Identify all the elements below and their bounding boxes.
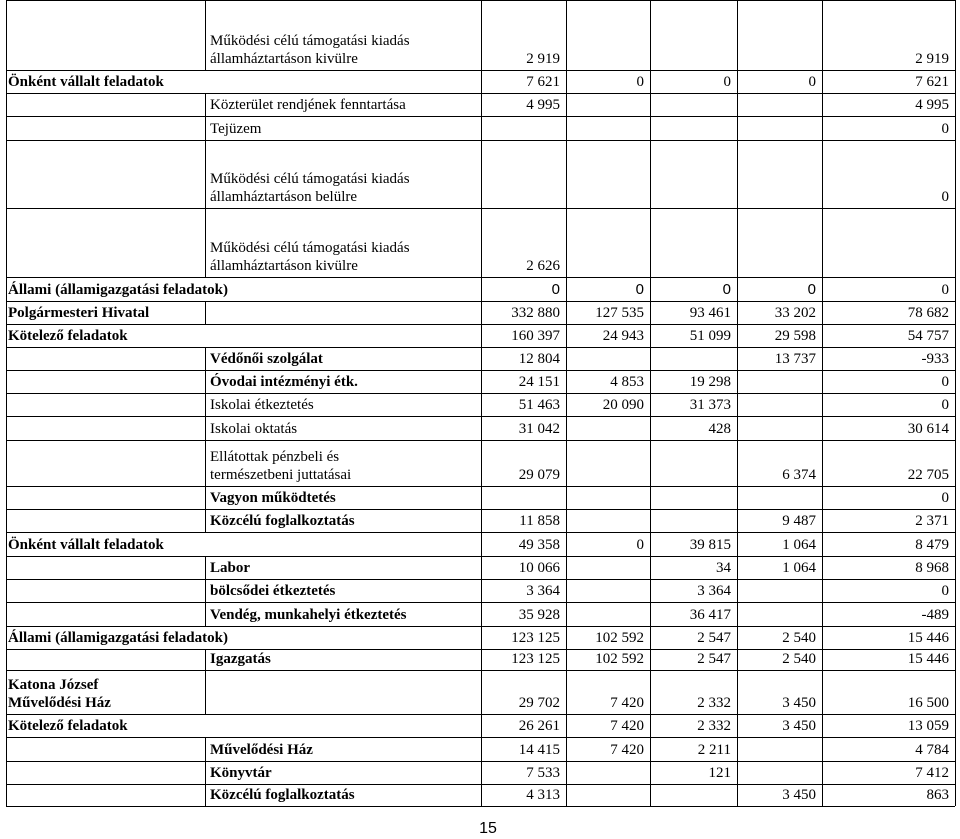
column-rule: [6, 509, 7, 532]
column-rule: [955, 0, 956, 70]
row-rule: [6, 806, 955, 807]
value-cell-col5: 0: [941, 189, 949, 205]
value-cell-col3: 34: [716, 560, 731, 576]
value-cell-col4: 3 450: [782, 787, 816, 803]
row-item-label: Labor: [210, 560, 251, 576]
column-rule: [566, 602, 567, 626]
value-cell-col4: 0: [808, 74, 816, 90]
value-cell-col5: 15 446: [907, 630, 949, 646]
value-cell-col5: 0: [941, 121, 949, 137]
value-cell-col4: 1 064: [782, 537, 816, 553]
column-rule: [6, 532, 7, 556]
column-rule: [955, 714, 956, 737]
column-rule: [955, 70, 956, 93]
value-cell-col1: 160 397: [511, 328, 560, 344]
value-cell-col2: 7 420: [610, 742, 644, 758]
column-rule: [822, 208, 823, 277]
value-cell-col2: 4 853: [610, 374, 644, 390]
column-rule: [205, 416, 206, 440]
value-cell-col3: 2 332: [697, 695, 731, 711]
column-rule: [737, 0, 738, 70]
row-category-label: Polgármesteri Hivatal: [8, 305, 150, 321]
column-rule: [737, 486, 738, 509]
column-rule: [737, 208, 738, 277]
column-rule: [481, 140, 482, 208]
column-rule: [6, 0, 7, 70]
value-cell-col5: 0: [941, 374, 949, 390]
column-rule: [737, 737, 738, 761]
column-rule: [955, 649, 956, 670]
row-item-label: Közterület rendjének fenntartása: [210, 97, 406, 113]
column-rule: [6, 324, 7, 347]
value-cell-col2: 24 943: [602, 328, 644, 344]
column-rule: [6, 301, 7, 324]
column-rule: [205, 93, 206, 116]
column-rule: [566, 761, 567, 784]
column-rule: [566, 116, 567, 140]
row-category-label: Állami (államigazgatási feladatok): [8, 282, 228, 298]
column-rule: [205, 649, 206, 670]
row-category-label: Kötelező feladatok: [8, 328, 128, 344]
value-cell-col3: 3 364: [697, 583, 731, 599]
value-cell-col5: 13 059: [907, 718, 949, 734]
value-cell-col1: 24 151: [518, 374, 560, 390]
value-cell-col5: 0: [941, 490, 949, 506]
value-cell-col1: 26 261: [518, 718, 560, 734]
column-rule: [955, 370, 956, 393]
value-cell-col1: 4 313: [526, 787, 560, 803]
column-rule: [6, 556, 7, 579]
row-item-label: Működési célú támogatási kiadás államháztartáson kivülre: [210, 240, 410, 274]
value-cell-col2: 0: [636, 74, 644, 90]
column-rule: [205, 347, 206, 370]
column-rule: [6, 208, 7, 277]
value-cell-col4: 13 737: [774, 351, 816, 367]
value-cell-col5: 16 500: [907, 695, 949, 711]
row-item-label: Vagyon működtetés: [210, 490, 336, 506]
column-rule: [566, 93, 567, 116]
column-rule: [566, 486, 567, 509]
row-category-label: Kötelező feladatok: [8, 718, 128, 734]
value-cell-col1: 7 533: [526, 765, 560, 781]
column-rule: [566, 347, 567, 370]
value-cell-col2: 102 592: [595, 651, 644, 667]
column-rule: [6, 347, 7, 370]
value-cell-col5: 8 479: [915, 537, 949, 553]
column-rule: [6, 370, 7, 393]
page-number: 15: [479, 820, 497, 837]
column-rule: [6, 626, 7, 649]
row-item-label: Ellátottak pénzbeli és természetbeni juttatásai: [210, 449, 352, 483]
column-rule: [650, 140, 651, 208]
value-cell-col5: 8 968: [915, 560, 949, 576]
value-cell-col5: 2 919: [915, 51, 949, 67]
value-cell-col3: 0: [722, 281, 731, 298]
value-cell-col2: 0: [636, 537, 644, 553]
column-rule: [566, 140, 567, 208]
column-rule: [205, 0, 206, 70]
column-rule: [955, 277, 956, 301]
column-rule: [955, 324, 956, 347]
column-rule: [6, 784, 7, 806]
column-rule: [205, 761, 206, 784]
value-cell-col5: -933: [921, 351, 949, 367]
value-cell-col1: 2 919: [526, 51, 560, 67]
column-rule: [566, 0, 567, 70]
column-rule: [566, 208, 567, 277]
value-cell-col5: 0: [941, 282, 949, 298]
value-cell-col3: 51 099: [689, 328, 731, 344]
value-cell-col1: 2 626: [526, 258, 560, 274]
column-rule: [955, 532, 956, 556]
column-rule: [566, 509, 567, 532]
value-cell-col4: 2 540: [782, 630, 816, 646]
column-rule: [955, 347, 956, 370]
row-item-label: Közcélú foglalkoztatás: [210, 513, 355, 529]
column-rule: [955, 579, 956, 602]
column-rule: [6, 440, 7, 486]
value-cell-col5: 4 995: [915, 97, 949, 113]
column-rule: [205, 579, 206, 602]
row-item-label: Működési célú támogatási kiadás államháztartáson kivülre: [210, 33, 410, 67]
column-rule: [566, 784, 567, 806]
column-rule: [205, 370, 206, 393]
column-rule: [6, 140, 7, 208]
column-rule: [205, 509, 206, 532]
value-cell-col1: 3 364: [526, 583, 560, 599]
value-cell-col3: 31 373: [689, 397, 731, 413]
row-item-label: Óvodai intézményi étk.: [210, 374, 358, 390]
value-cell-col1: 4 995: [526, 97, 560, 113]
column-rule: [205, 556, 206, 579]
column-rule: [955, 602, 956, 626]
column-rule: [650, 486, 651, 509]
value-cell-col5: 54 757: [907, 328, 949, 344]
column-rule: [737, 393, 738, 416]
column-rule: [737, 116, 738, 140]
value-cell-col1: 31 042: [518, 421, 560, 437]
column-rule: [6, 602, 7, 626]
column-rule: [6, 416, 7, 440]
value-cell-col3: 93 461: [689, 305, 731, 321]
column-rule: [6, 116, 7, 140]
column-rule: [6, 277, 7, 301]
value-cell-col5: 15 446: [907, 651, 949, 667]
column-rule: [205, 440, 206, 486]
value-cell-col1: 123 125: [511, 630, 560, 646]
value-cell-col4: 9 487: [782, 513, 816, 529]
value-cell-col5: 7 621: [915, 74, 949, 90]
column-rule: [6, 670, 7, 714]
column-rule: [737, 370, 738, 393]
value-cell-col1: 29 702: [518, 695, 560, 711]
row-item-label: Vendég, munkahelyi étkeztetés: [210, 607, 407, 623]
value-cell-col1: 12 804: [518, 351, 560, 367]
value-cell-col2: 7 420: [610, 718, 644, 734]
value-cell-col3: 39 815: [689, 537, 731, 553]
value-cell-col1: 11 858: [519, 513, 560, 529]
value-cell-col4: 33 202: [774, 305, 816, 321]
row-item-label: Közcélú foglalkoztatás: [210, 787, 355, 803]
column-rule: [205, 602, 206, 626]
column-rule: [6, 93, 7, 116]
column-rule: [650, 347, 651, 370]
value-cell-col3: 2 547: [697, 630, 731, 646]
value-cell-col5: -489: [921, 607, 949, 623]
row-item-label: Iskolai étkeztetés: [210, 397, 314, 413]
column-rule: [955, 670, 956, 714]
value-cell-col1: 10 066: [518, 560, 560, 576]
column-rule: [955, 208, 956, 277]
column-rule: [481, 486, 482, 509]
value-cell-col3: 0: [723, 74, 731, 90]
value-cell-col1: 123 125: [511, 651, 560, 667]
value-cell-col3: 19 298: [689, 374, 731, 390]
column-rule: [566, 440, 567, 486]
column-rule: [955, 140, 956, 208]
row-item-label: Iskolai oktatás: [210, 421, 298, 437]
value-cell-col4: 1 064: [782, 560, 816, 576]
column-rule: [955, 486, 956, 509]
column-rule: [955, 737, 956, 761]
value-cell-col2: 7 420: [610, 695, 644, 711]
column-rule: [6, 737, 7, 761]
value-cell-col2: 0: [635, 281, 644, 298]
column-rule: [955, 509, 956, 532]
value-cell-col5: 0: [941, 397, 949, 413]
value-cell-col5: 863: [926, 787, 949, 803]
column-rule: [650, 208, 651, 277]
value-cell-col4: 29 598: [774, 328, 816, 344]
row-item-label: Védőnői szolgálat: [210, 351, 323, 367]
column-rule: [566, 579, 567, 602]
column-rule: [650, 0, 651, 70]
value-cell-col5: 7 412: [915, 765, 949, 781]
row-category-label: Állami (államigazgatási feladatok): [8, 630, 228, 646]
column-rule: [737, 761, 738, 784]
value-cell-col1: 29 079: [518, 467, 560, 483]
row-category-label: Önként vállalt feladatok: [8, 537, 164, 553]
column-rule: [955, 440, 956, 486]
column-rule: [955, 626, 956, 649]
value-cell-col2: 20 090: [602, 397, 644, 413]
value-cell-col1: 35 928: [518, 607, 560, 623]
value-cell-col3: 121: [708, 765, 731, 781]
column-rule: [6, 579, 7, 602]
row-category-label: Katona József Művelődési Ház: [8, 677, 111, 711]
column-rule: [737, 579, 738, 602]
column-rule: [6, 714, 7, 737]
value-cell-col3: 2 332: [697, 718, 731, 734]
row-item-label: bölcsődei étkeztetés: [210, 583, 336, 599]
value-cell-col5: 78 682: [907, 305, 949, 321]
column-rule: [955, 416, 956, 440]
row-item-label: Művelődési Ház: [210, 742, 313, 758]
column-rule: [6, 486, 7, 509]
value-cell-col5: 30 614: [907, 421, 949, 437]
row-item-label: Működési célú támogatási kiadás államháztartáson belülre: [210, 171, 410, 205]
value-cell-col5: 4 784: [915, 742, 949, 758]
column-rule: [955, 556, 956, 579]
value-cell-col1: 51 463: [518, 397, 560, 413]
column-rule: [6, 393, 7, 416]
value-cell-col3: 36 417: [689, 607, 731, 623]
column-rule: [737, 93, 738, 116]
value-cell-col1: 0: [551, 281, 560, 298]
value-cell-col4: 2 540: [782, 651, 816, 667]
column-rule: [737, 140, 738, 208]
column-rule: [205, 784, 206, 806]
value-cell-col5: 0: [941, 583, 949, 599]
value-cell-col4: 0: [807, 281, 816, 298]
column-rule: [737, 416, 738, 440]
column-rule: [650, 116, 651, 140]
value-cell-col3: 2 547: [697, 651, 731, 667]
value-cell-col3: 2 211: [697, 742, 731, 758]
row-item-label: Könyvtár: [210, 765, 272, 781]
value-cell-col1: 14 415: [518, 742, 560, 758]
value-cell-col4: 3 450: [782, 695, 816, 711]
column-rule: [481, 116, 482, 140]
column-rule: [205, 393, 206, 416]
value-cell-col1: 49 358: [518, 537, 560, 553]
column-rule: [6, 70, 7, 93]
value-cell-col2: 127 535: [595, 305, 644, 321]
column-rule: [6, 649, 7, 670]
column-rule: [566, 416, 567, 440]
column-rule: [205, 486, 206, 509]
value-cell-col2: 102 592: [595, 630, 644, 646]
column-rule: [955, 301, 956, 324]
column-rule: [737, 602, 738, 626]
column-rule: [205, 140, 206, 208]
value-cell-col5: 22 705: [907, 467, 949, 483]
value-cell-col4: 6 374: [782, 467, 816, 483]
value-cell-col1: 7 621: [526, 74, 560, 90]
column-rule: [6, 761, 7, 784]
column-rule: [650, 509, 651, 532]
column-rule: [955, 393, 956, 416]
column-rule: [205, 116, 206, 140]
value-cell-col3: 428: [708, 421, 731, 437]
value-cell-col5: 2 371: [915, 513, 949, 529]
value-cell-col1: 332 880: [511, 305, 560, 321]
column-rule: [650, 784, 651, 806]
row-category-label: Önként vállalt feladatok: [8, 74, 164, 90]
column-rule: [955, 93, 956, 116]
value-cell-col4: 3 450: [782, 718, 816, 734]
row-item-label: Igazgatás: [210, 651, 271, 667]
column-rule: [955, 116, 956, 140]
column-rule: [205, 208, 206, 277]
column-rule: [650, 440, 651, 486]
column-rule: [650, 93, 651, 116]
row-item-label: Tejüzem: [210, 121, 262, 137]
column-rule: [955, 784, 956, 806]
column-rule: [205, 737, 206, 761]
column-rule: [955, 761, 956, 784]
column-rule: [566, 556, 567, 579]
